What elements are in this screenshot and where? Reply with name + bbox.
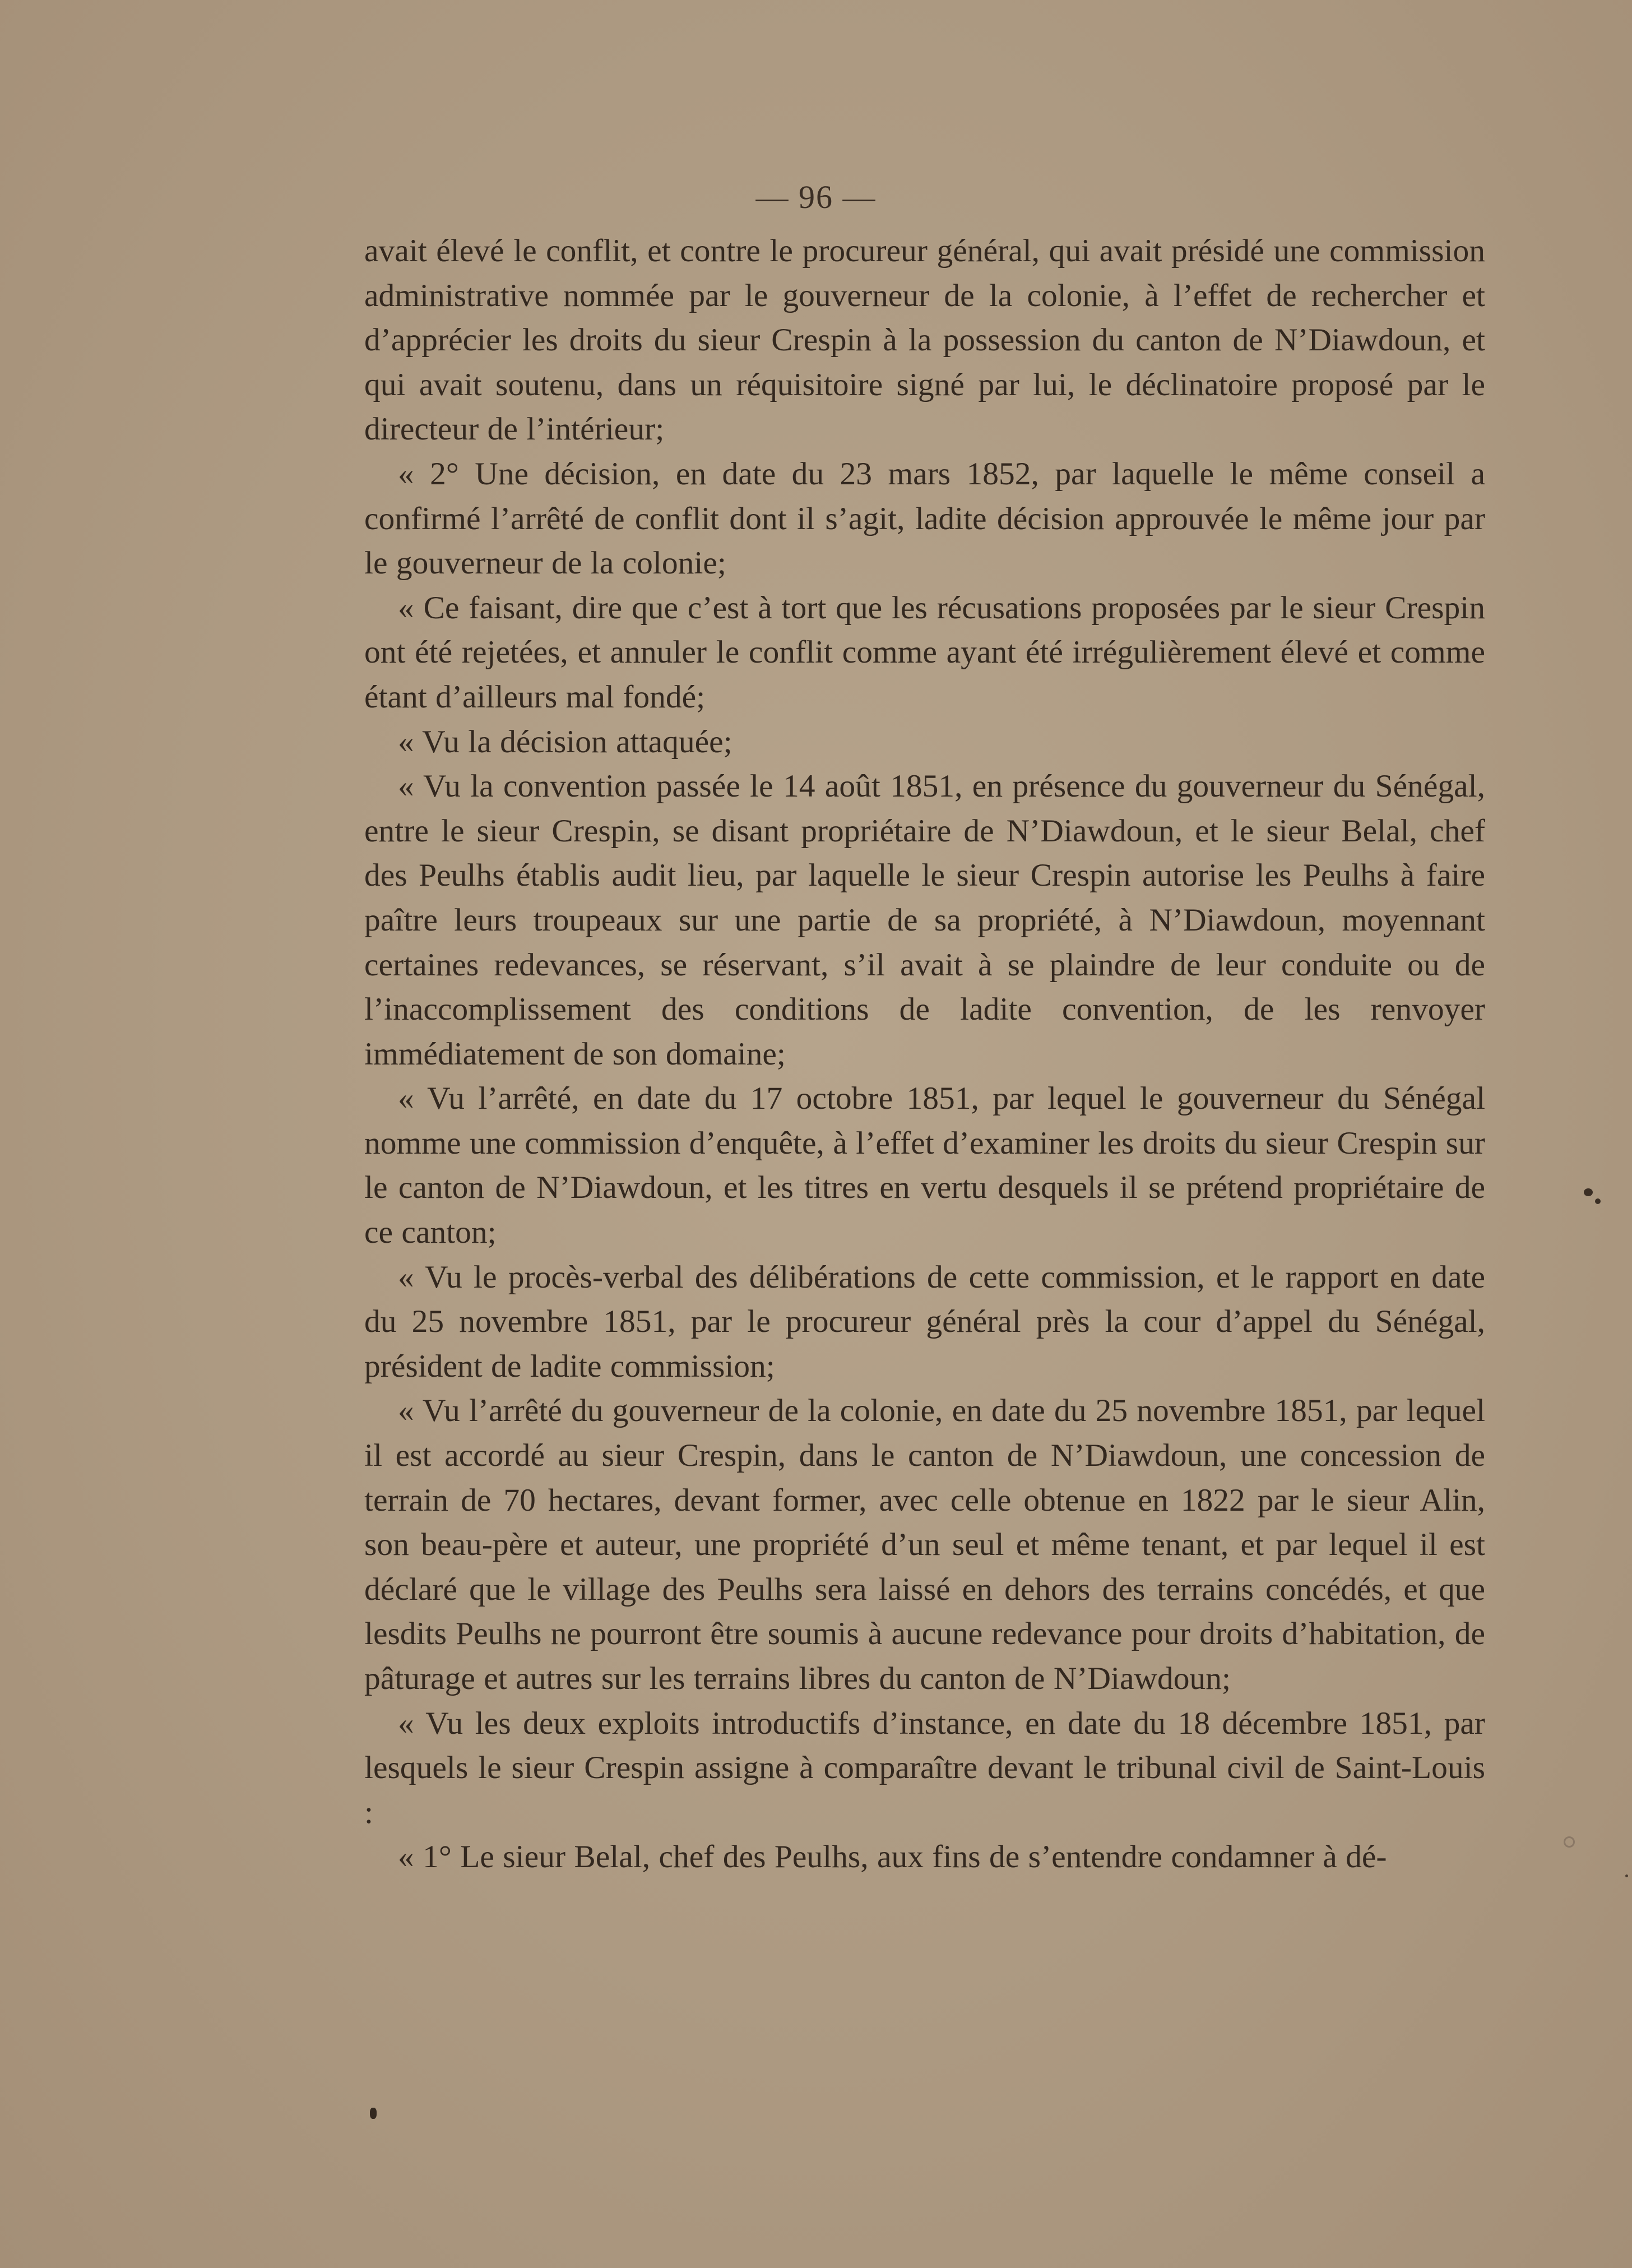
ink-speck xyxy=(1595,1198,1601,1204)
ink-speck xyxy=(1584,1188,1593,1196)
paragraph: « Vu la convention passée le 14 août 1851, en présence du gouverneur du Sénégal, entre le sieur Crespin, se disant propriétaire de N’Diawdoun, et le sieur Belal, chef des Peulhs établis audit lieu, par laquelle le sieur Crespin autorise les Peulhs à faire paître leurs troupeaux sur une partie de sa propriété, à N’Diawdoun, moyennant certaines redevances, se réservant, s’il avait à se plaindre de leur conduite ou de l’inaccomplissement des conditions de ladite convention, de les renvoyer immédiatement de son domaine; xyxy=(364,769,1485,1072)
body-text xyxy=(364,229,1485,1880)
paragraph: « Vu le procès-verbal des délibérations de cette commission, et le rapport en date du 25 novembre 1851, par le procureur général près la cour d’appel du Sénégal, président de ladite commission; xyxy=(364,1259,1485,1384)
paragraph: « Ce faisant, dire que c’est à tort que les récusations proposées par le sieur Crespin ont été rejetées, et annuler le conflit comme ayant été irrégulièrement élevé et comme étant d’ailleurs mal fondé; xyxy=(364,590,1485,715)
ink-speck xyxy=(370,2108,377,2119)
paragraph: « Vu l’arrêté du gouverneur de la colonie, en date du 25 novembre 1851, par lequel il est accordé au sieur Crespin, dans le canton de N’Diawdoun, une concession de terrain de 70 hectares, devant former, avec celle obtenue en 1822 par le sieur Alin, son beau-père et auteur, une propriété d’un seul et même tenant, et par lequel il est déclaré que le village des Peulhs sera laissé en dehors des terrains concédés, et que lesdits Peulhs ne pourront être soumis à aucune redevance pour droits d’habitation, de pâturage et autres sur les terrains libres du canton de N’Diawdoun; xyxy=(364,1393,1485,1696)
paragraph: « Vu la décision attaquée; xyxy=(398,724,732,760)
paragraph: avait élevé le conflit, et contre le procureur général, qui avait présidé une commission administrative nommée par le gouverneur de la colonie, à l’effet de rechercher et d’apprécier les droits du sieur Crespin à la possession du canton de N’Diawdoun, et qui avait soutenu, dans un réquisitoire signé par lui, le déclinatoire proposé par le directeur de l’intérieur; xyxy=(364,233,1485,447)
page-number: — 96 — xyxy=(755,179,877,215)
paragraph: « Vu l’arrêté, en date du 17 octobre 1851, par lequel le gouverneur du Sénégal nomme une commission d’enquête, à l’effet d’examiner les droits du sieur Crespin sur le canton de N’Diawdoun, et les titres en vertu desquels il se prétend propriétaire de ce canton; xyxy=(364,1081,1485,1251)
paragraph: « 2° Une décision, en date du 23 mars 1852, par laquelle le même conseil a confirmé l’arrêté de conflit dont il s’agit, ladite décision approuvée le même jour par le gouverneur de la colonie; xyxy=(364,456,1485,581)
paragraph: « Vu les deux exploits introductifs d’instance, en date du 18 décembre 1851, par lesquels le sieur Crespin assigne à comparaître devant le tribunal civil de Saint-Louis : xyxy=(364,1705,1485,1830)
ink-speck xyxy=(1625,1874,1628,1877)
paragraph: « 1° Le sieur Belal, chef des Peulhs, aux fins de s’entendre condamner à dé- xyxy=(398,1839,1387,1875)
paper-blemish xyxy=(1564,1836,1575,1848)
